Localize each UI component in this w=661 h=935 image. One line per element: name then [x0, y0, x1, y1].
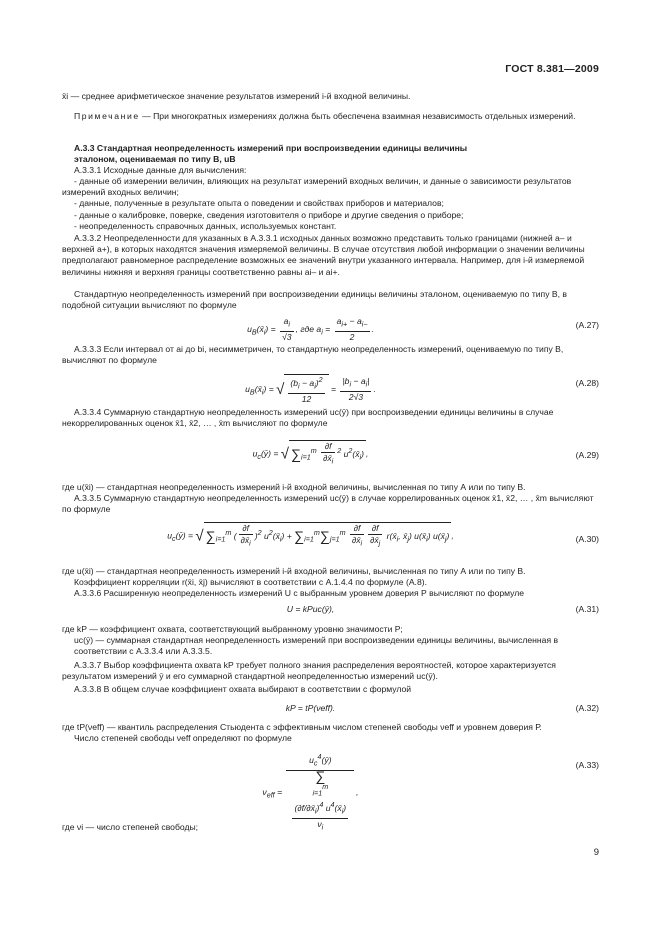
- note-text: — При многократных измерениях должна быть обеспечена взаимная независимость отдельных измерений.: [139, 111, 576, 121]
- formula-number: (А.29): [575, 450, 599, 460]
- where-a33: где νi — число степеней свободы;: [62, 822, 199, 832]
- note: [62, 111, 599, 122]
- source-list: [62, 176, 599, 232]
- formula-a32: [62, 703, 599, 717]
- para-a335: А.3.3.5 Суммарную стандартную неопределенность измерений uc(ȳ) в случае коррелированных оценок x̄1, x̄2, … , x̄m вычисляют по формуле: [62, 493, 594, 515]
- formula-a33-body: $\nu_{eff}$ = $u_c^4(ȳ)$ ∑ $_{i=1}^m$ $(\partial f/\partial x̄_i)^4$ $u^4(x̄_i)$ $\nu_i$ ,: [262, 753, 359, 832]
- where-a31-kp: где kP — коэффициент охвата, соответствующий выбранному уровню значимости Р;: [62, 624, 403, 634]
- list-item: - данные, полученные в результате опыта о поведении и свойствах приборов и материалов;: [74, 198, 444, 209]
- para-std-uncertainty: Стандартную неопределенность измерений при воспроизведении единицы величины эталоном, оцениваемую по типу В, в подобной ситуации вычисляют по формуле: [62, 289, 567, 311]
- xi-definition: x̄i — среднее арифметическое значение результатов измерений i-й входной величины.: [62, 91, 411, 101]
- document-code: ГОСТ 8.381—2009: [505, 63, 599, 75]
- where-a30: где u(x̄i) — стандартная неопределенность измерений i-й входной величины, вычисленная по типу А или по типу В.: [62, 566, 526, 576]
- section-title-line1: А.3.3 Стандартная неопределенность измерений при воспроизведении единицы величины: [74, 143, 468, 153]
- where-a31-uc: uc(ȳ) — суммарная стандартная неопределенность измерений при воспроизведении единицы величины, вычисленная в соответствии с А.3.3.4 или А.3.3.5.: [74, 635, 559, 657]
- formula-a28: [62, 374, 599, 404]
- para-a334: А.3.3.4 Суммарную стандартную неопределенность измерений uc(ȳ) при воспроизведении единицы величины в случае некоррелированных оценок x̄1, x̄2, … , x̄m вычисляют по формуле: [62, 407, 554, 429]
- para-a332: А.3.3.2 Неопределенности для указанных в А.3.3.1 исходных данных возможно представить только границами (нижней a– и верхней a+), в которых находятся значения измеряемой величины. В случае отсутствия любой информации о значении величины предполагают равномерное распределение возможных ее значений внутри указанного интервала. Например, для i-й измеряемой величины нижняя и верхняя границы соответственно равны ai– и ai+.: [62, 233, 585, 277]
- formula-a29: [62, 440, 599, 474]
- formula-a32-body: kP = tP(νeff).: [285, 703, 336, 713]
- list-item: - данные о калибровке, поверке, сведения изготовителя о приборе и другие сведения о приборе;: [74, 209, 464, 220]
- formula-number: (А.33): [575, 760, 599, 770]
- formula-a30: [62, 522, 599, 560]
- where-a32-tp: где tP(νeff) — квантиль распределения Стьюдента с эффективным числом степеней свободы νeff и уровнем доверия Р.: [62, 722, 542, 732]
- formula-number: (А.32): [575, 703, 599, 713]
- formula-a31: [62, 604, 599, 618]
- where-a32-dof: Число степеней свободы νeff определяют по формуле: [74, 733, 292, 743]
- para-a331: А.3.3.1 Исходные данные для вычисления:: [74, 165, 247, 175]
- formula-number: (А.27): [575, 320, 599, 330]
- section-title-line2: эталоном, оцениваемая по типу В, uB: [74, 154, 236, 164]
- formula-number: (А.28): [575, 378, 599, 388]
- formula-a27: [62, 316, 599, 342]
- para-a338: А.3.3.8 В общем случае коэффициент охвата выбирают в соответствии с формулой: [74, 684, 412, 694]
- formula-a30-body: $u_c(ȳ)$ = √ $\sum_{i=1}^m$ ( $\frac{\partial f}{\partial x̄_i}$ )$^2$ $u^2(x̄_i) + \sum_{i=1}^m\sum_{j=1}^m$ $\frac{\partial f}{\partial x̄_i}$ $\frac{\partial f}{\partial x̄_j}$ $r(x̄_i$, $x̄_j$) $u(x̄_i)$ $u(x̄_j)$ ,: [62, 522, 559, 550]
- formula-number: (А.30): [575, 534, 599, 544]
- para-a333: А.3.3.3 Если интервал от ai до bi, несимметричен, то стандартную неопределенность измерений, оцениваемую по типу В, вычисляют по формуле: [62, 344, 564, 366]
- page-number: 9: [593, 847, 599, 858]
- note-label: Примечание: [74, 111, 140, 121]
- list-item: - данные об измерении величин, влияющих на результат измерений входных величин, и данные о зависимости результатов измерений входных величин;: [62, 176, 572, 198]
- correlation-note: Коэффициент корреляции r(x̄i, x̄j) вычисляют в соответствии с А.1.4.4 по формуле (А.8).: [74, 577, 427, 587]
- formula-a28-body: $u_B(x̄_i)$ = √ $\frac{(b_i - a_i)^2}{12}$ = $\frac{|b_i - a_i|}{2√3}$ .: [245, 375, 376, 404]
- para-a337: А.3.3.7 Выбор коэффициента охвата kP требует полного знания распределения вероятностей, которое характеризуется результатом измерений ȳ и его суммарной стандартной неопределенностью измерений uc(ȳ).: [62, 660, 556, 682]
- formula-number: (А.31): [575, 604, 599, 614]
- formula-a27-body: $u_B(x̄_i)$ = $\frac{a_i}{√3}$ , где $a_i$ = $\frac{a_{i+} - a_{i-}}{2}$ .: [247, 316, 374, 342]
- formula-a31-body: U = kPuc(ȳ),: [286, 604, 335, 614]
- list-item: - неопределенность справочных данных, используемых констант.: [74, 220, 337, 231]
- where-a29: где u(x̄i) — стандартная неопределенность измерений i-й входной величины, вычисленная по типу А или по типу В.: [62, 482, 526, 492]
- formula-a29-body: $u_c(ȳ)$ = √ $\sum_{i=1}^m$ $\frac{\partial f}{\partial x̄_i}$ $^2$ $u^2(x̄_i)$ ,: [62, 440, 559, 468]
- para-a336: А.3.3.6 Расширенную неопределенность измерений U с выбранным уровнем доверия Р вычисляют по формуле: [74, 588, 525, 598]
